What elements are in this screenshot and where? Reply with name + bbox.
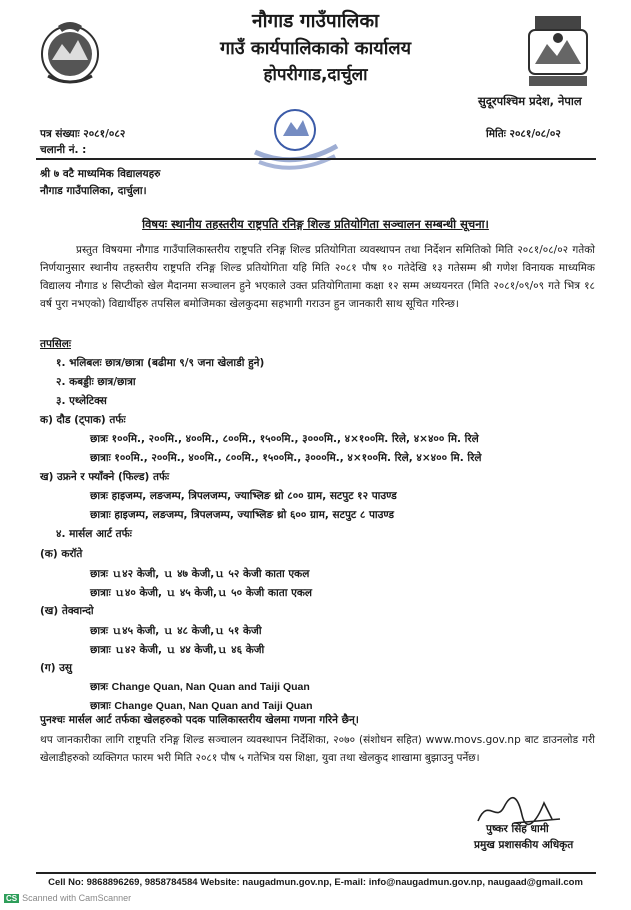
office-location: होपरीगाड,दार्चुला	[263, 65, 368, 85]
addressee-line-1: श्री ७ वटै माध्यमिक विद्यालयहरु	[40, 168, 161, 180]
race-boys: छात्रः १००मि., २००मि., ४००मि., ८००मि., १५००मि., ३०००मि., ४×१००मि. रिले, ४×४०० मि. रिले	[90, 433, 479, 445]
letterhead	[0, 8, 631, 89]
karate-boys: छात्रः ｕ४२ केजी, ｕ ४७ केजी,ｕ ५२ केजी काता एकल	[90, 568, 310, 580]
municipality-name: नौगाड गाउँपालिका	[252, 10, 379, 32]
wushu-boys-events: Change Quan, Nan Quan and Taiji Quan	[111, 681, 310, 693]
wushu-boys-label: छात्रः	[90, 681, 108, 693]
field-boys: छात्रः हाइजम्प, लङजम्प, त्रिपलजम्प, ज्याभ्लिङ थ्रो ८०० ग्राम, सटपुट १२ पाउण्ड	[90, 490, 397, 502]
wushu-girls	[90, 699, 313, 713]
header-divider	[36, 158, 596, 160]
schedule-heading: तपसिलः	[40, 338, 72, 350]
reference-number: पत्र संख्याः २०८१/०८२	[40, 128, 126, 140]
signatory-name: पुष्कर सिंह धामी	[486, 823, 549, 835]
wushu-girls-label: छात्राः	[90, 700, 111, 712]
signatory-title: प्रमुख प्रशासकीय अधिकृत	[474, 839, 574, 851]
closing-paragraph: थप जानकारीका लागि राष्ट्रपति रनिङ्ग शिल्ड सञ्चालन व्यवस्थापन निर्देशिका, २०७० (संशोधन सहित) www.movs.gov.np बाट डाउनलोड गरी खेलाडीहरुको व्यक्तिगत फारम भरी मिति २०८१ पौष ५ गतेभित्र यस शिक्षा, युवा तथा खेलकुद शाखामा बुझाउनु पर्नेछ।	[40, 734, 595, 764]
field-heading: ख) उफ्रने र फ्याँक्ने (फिल्ड) तर्फः	[40, 471, 170, 483]
dispatch-number: चलानी नं. :	[40, 144, 87, 156]
item-volleyball: १. भलिबलः छात्र/छात्रा (बढीमा ९/९ जना खेलाडी हुने)	[56, 357, 265, 369]
contact-footer: Cell No: 9868896269, 9858784584 Website: naugadmun.gov.np, E-mail: info@naugadmun.gov.np, naugaad@gmail.com	[48, 877, 583, 888]
taekwondo-boys: छात्रः ｕ४५ केजी, ｕ ४८ केजी,ｕ ५१ केजी	[90, 625, 262, 637]
wushu-heading: (ग) उसु	[40, 662, 73, 674]
office-name: गाउँ कार्यपालिकाको कार्यालय	[219, 38, 412, 59]
taekwondo-girls: छात्राः ｕ४२ केजी, ｕ ४४ केजी,ｕ ४६ केजी	[90, 644, 265, 656]
scanner-text: Scanned with CamScanner	[22, 893, 132, 903]
wushu-girls-events: Change Quan, Nan Quan and Taiji Quan	[114, 700, 313, 712]
subject-line	[0, 217, 631, 232]
letter-date: मितिः २०८१/०८/०२	[486, 128, 561, 140]
item-martial-art: ४. मार्सल आर्ट तर्फः	[56, 528, 132, 540]
footer-divider	[36, 872, 596, 874]
postscript-note: पुनश्चः मार्सल आर्ट तर्फका खेलहरुको पदक पालिकास्तरीय खेलमा गणना गरिने छैन्।	[40, 714, 359, 726]
field-girls: छात्राः हाइजम्प, लङजम्प, त्रिपलजम्प, ज्याभ्लिङ थ्रो ६०० ग्राम, सटपुट ८ पाउण्ड	[90, 509, 395, 521]
camscanner-icon: CS	[6, 894, 18, 903]
province-name: सुदूरपश्चिम प्रदेश, नेपाल	[478, 94, 582, 108]
karate-girls: छात्राः ｕ४० केजी, ｕ ४५ केजी,ｕ ५० केजी काता एकल	[90, 587, 313, 599]
addressee-line-2: नौगाड गाउँपालिका, दार्चुला।	[40, 185, 147, 197]
race-heading: क) दौड (ट्पाक) तर्फः	[40, 414, 126, 426]
scanner-watermark	[4, 893, 131, 903]
race-girls: छात्राः १००मि., २००मि., ४००मि., ८००मि., १५००मि., ३०००मि., ४×१००मि. रिले, ४×४०० मि. रिले	[90, 452, 482, 464]
body-paragraph: प्रस्तुत विषयमा नौगाड गाउँपालिकास्तरीय राष्ट्रपति रनिङ्ग शिल्ड प्रतियोगिता व्यवस्थापन तथा निर्देशन समितिको मिति २०८१/०८/०२ गतेको निर्णयानुसार स्थानीय तहस्तरीय राष्ट्रपति रनिङ्ग शिल्ड प्रतियोगिता यहि मिति २०८१ पौष १० गतेदेखि १३ गतेसम्म श्री गणेश विनायक माध्यमिक विद्यालय नौगाड ४ सिप्टीको खेल मैदानमा सञ्चालन हुने भएकाले उक्त प्रतियोगितामा कक्षा १२ सम्म अध्ययनरत (मिति २०८१/०९/०९ गते भित्र १८ वर्ष पुरा नभएको) विद्यार्थीहरु तपसिल बमोजिमका खेलकुदमा सहभागी गराउन हुन जानकारी साथ सूचित गरिन्छ।	[40, 244, 595, 310]
subject-text: विषयः स्थानीय तहस्तरीय राष्ट्रपति रनिङ्ग शिल्ड प्रतियोगिता सञ्चालन सम्बन्धी सूचना।	[142, 217, 489, 231]
taekwondo-heading: (ख) तेक्वान्दो	[40, 605, 94, 617]
item-kabaddi: २. कबड्डीः छात्र/छात्रा	[56, 376, 136, 388]
item-athletics: ३. एथ्लेटिक्स	[56, 395, 107, 407]
wushu-boys	[90, 680, 310, 694]
karate-heading: (क) करॉते	[40, 548, 83, 560]
